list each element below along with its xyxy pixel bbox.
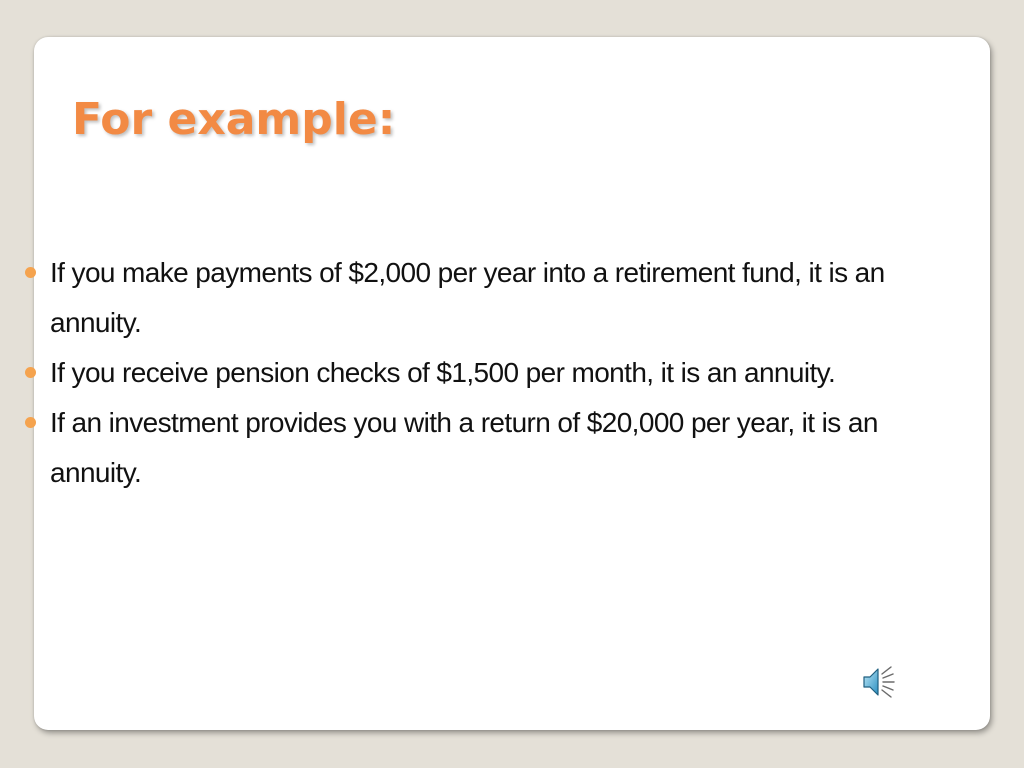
slide-title: For example:	[72, 94, 396, 145]
speaker-icon-graphic	[858, 662, 898, 702]
bullet-dot-icon	[25, 367, 36, 378]
speaker-icon[interactable]	[858, 662, 898, 702]
bullet-item	[22, 348, 902, 398]
bullet-list	[22, 248, 902, 498]
bullet-dot-icon	[25, 267, 36, 278]
bullet-dot-icon	[25, 417, 36, 428]
bullet-text: If an investment provides you with a return of $20,000 per year, it is an annuity.	[50, 407, 878, 488]
bullet-text: If you make payments of $2,000 per year into a retirement fund, it is an annuity.	[50, 257, 885, 338]
bullet-item	[22, 248, 902, 348]
bullet-item	[22, 398, 902, 498]
bullet-text: If you receive pension checks of $1,500 per month, it is an annuity.	[50, 357, 836, 388]
